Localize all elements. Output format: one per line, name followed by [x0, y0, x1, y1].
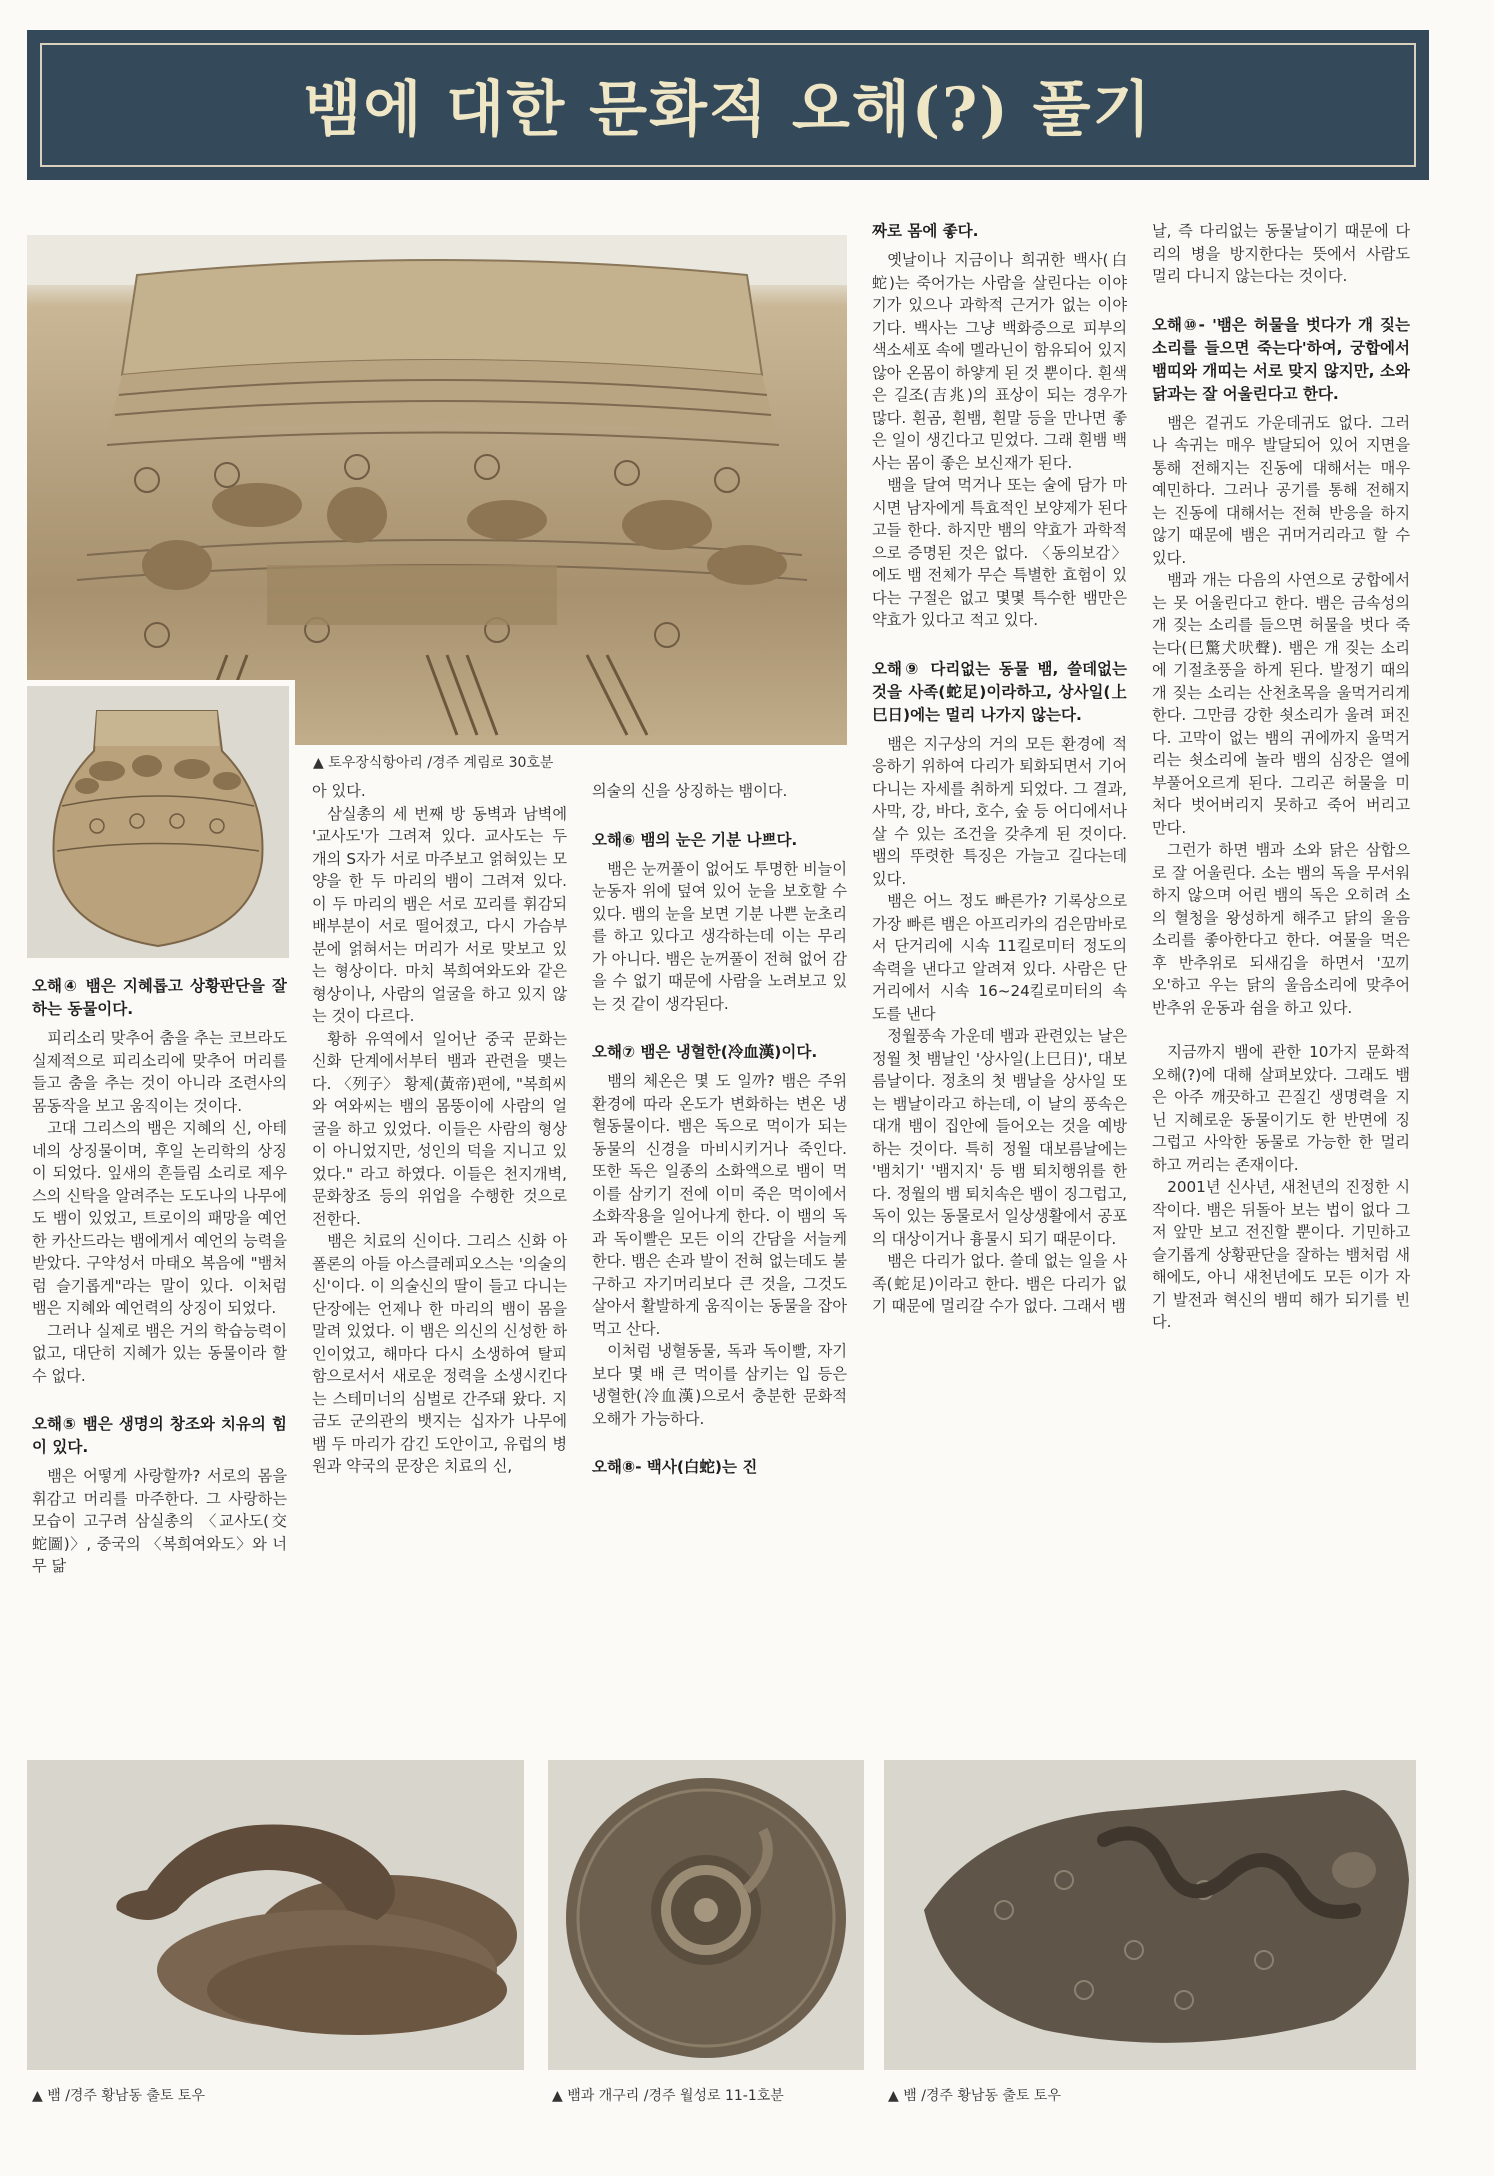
bottom-photo-snake-frog: [548, 1760, 864, 2070]
section-heading-4: 오해④ 뱀은 지혜롭고 상황판단을 잘하는 동물이다.: [32, 977, 287, 1018]
text-column-1: [32, 975, 287, 1725]
bottom-caption-1: ▲ 뱀 /경주 황남동 출토 토우: [32, 2088, 205, 2104]
section-heading-7: 오해⑦ 뱀은 냉혈한(冷血漢)이다.: [592, 1043, 818, 1061]
paragraph: 뱀은 겉귀도 가운데귀도 없다. 그러나 속귀는 매우 발달되어 있어 지면을 통해 전해지는 진동에 대해서는 매우 예민하다. 그러나 공기를 통해 전해지는 진동에 대해서는 전혀 반응을 하지 않기 때문에 뱀은 귀머거리라고 할 수 있다.: [1152, 413, 1410, 567]
main-photo-caption: ▲ 토우장식항아리 /경주 계림로 30호분: [313, 755, 554, 771]
paragraph: 정월풍속 가운데 뱀과 관련있는 날은 정월 첫 뱀날인 '상사일(上巳日)', 대보름날이다. 정초의 첫 뱀날을 상사일 또는 뱀날이라고 하는데, 이 날의 풍속은 대개 뱀이 집안에 들어오는 것을 예방하는 것이다. 특히 정월 대보름날에는 '뱀치기' '뱀지지' 등 뱀 퇴치행위를 한다. 정월의 뱀 퇴치속은 뱀이 징그럽고, 독이 있는 동물로서 일상생활에서 공포의 대상이거나 흉물시 되기 때문이다.: [872, 1027, 1127, 1248]
section-heading-8-cont: 짜로 몸에 좋다.: [872, 222, 979, 240]
paragraph: 뱀을 달여 먹거나 또는 술에 담가 마시면 남자에게 특효적인 보양제가 된다고들 한다. 하지만 뱀의 약효가 과학적으로 증명된 것은 없다. 〈동의보감〉에도 뱀 전체가 무슨 특별한 효험이 있다는 구절은 없고 몇몇 특수한 뱀만은 약효가 있다고 적고 있다.: [872, 476, 1127, 629]
paragraph: 피리소리 맞추어 춤을 추는 코브라도 실제적으로 피리소리에 맞추어 머리를 들고 춤을 추는 것이 아니라 조련사의 몸동작을 보고 움직이는 것이다.: [32, 1029, 287, 1115]
paragraph: 그러나 실제로 뱀은 거의 학습능력이 없고, 대단히 지혜가 있는 동물이라 할 수 없다.: [32, 1321, 287, 1385]
paragraph: 뱀은 눈꺼풀이 없어도 투명한 비늘이 눈동자 위에 덮여 있어 눈을 보호할 수 있다. 뱀의 눈을 보면 기분 나쁜 눈초리를 하고 있다고 생각하는데 이는 무리가 아니다. 뱀은 눈꺼풀이 전혀 없어 감을 수 없기 때문에 사람을 노려보고 있는 것 같이 생각된다.: [592, 859, 847, 1013]
paragraph: 뱀은 치료의 신이다. 그리스 신화 아폴론의 아들 아스클레피오스는 '의술의 신'이다. 이 의술신의 딸이 들고 다니는 단장에는 언제나 한 마리의 뱀이 몸을 말려 있었다. 이 뱀은 의신의 신성한 하인이었고, 해마다 다시 소생하여 탈피함으로서서 새로운 정력을 소생시킨다는 스테미너의 심벌로 간주돼 왔다. 지금도 군의관의 뱃지는 십자가 나무에 뱀 두 마리가 감긴 도안이고, 유럽의 병원과 약국의 문장은 치료의 신,: [312, 1232, 567, 1475]
section-heading-10: 오해⑩- '뱀은 허물을 벗다가 개 짖는 소리를 들으면 죽는다'하여, 궁합에서 뱀띠와 개띠는 서로 맞지 않지만, 소와 닭과는 잘 어울린다고 한다.: [1152, 315, 1410, 403]
jar-closeup-image: [27, 235, 847, 745]
paragraph: 의술의 신을 상징하는 뱀이다.: [592, 782, 788, 800]
snake-frog-image: [548, 1760, 864, 2070]
jar-full-image: [27, 686, 289, 958]
bottom-caption-3: ▲ 뱀 /경주 황남동 출토 토우: [888, 2088, 1061, 2104]
paragraph: 삼실총의 세 번째 방 동벽과 남벽에 '교사도'가 그려져 있다. 교사도는 두 개의 S자가 서로 마주보고 얽혀있는 모양을 한 두 마리의 뱀이 그려져 있다. 이 두 마리의 뱀은 서로 꼬리를 휘감되 배부분이 서로 떨어졌고, 다시 가슴부분에 얽혀서는 머리가 서로 맞보고 있는 형상이다. 마치 복희여와도와 같은 형상이나, 사람의 얼굴을 하고 있지 않는 것이 다르다.: [312, 804, 567, 1025]
paragraph: 지금까지 뱀에 관한 10가지 문화적 오해(?)에 대해 살펴보았다. 그래도 뱀은 아주 깨끗하고 끈질긴 생명력을 지닌 지혜로운 동물이기도 한 반면에 징그럽고 사악한 동물로 가능한 한 멀리하고 꺼리는 존재이다.: [1152, 1043, 1410, 1174]
paragraph: 뱀은 어떻게 사랑할까? 서로의 몸을 휘감고 머리를 마주한다. 그 사랑하는 모습이 고구려 삼실총의 〈교사도(交蛇圖)〉, 중국의 〈복희여와도〉와 너무 닮: [32, 1467, 287, 1575]
clay-snake-image: [27, 1760, 524, 2070]
paragraph: 황하 유역에서 일어난 중국 문화는 신화 단계에서부터 뱀과 관련을 맺는다. 〈列子〉 황제(黃帝)편에, "복희씨와 여와씨는 뱀의 몸뚱이에 사람의 얼굴을 하고 있었다. 이들은 사람의 형상이 아니었지만, 성인의 덕을 지니고 있었다." 라고 하였다. 이들은 천지개벽, 문화창조 등의 위업을 수행한 것으로 전한다.: [312, 1029, 567, 1228]
text-column-2: [312, 780, 567, 1725]
paragraph: 이처럼 냉혈동물, 독과 독이빨, 자기보다 몇 배 큰 먹이를 삼키는 입 등은 냉혈한(冷血漢)으로서 충분한 문화적 오해가 가능하다.: [592, 1342, 847, 1428]
bottom-caption-2: ▲ 뱀과 개구리 /경주 월성로 11-1호분: [552, 2088, 784, 2104]
paragraph: 날, 즉 다리없는 동물날이기 때문에 다리의 병을 방지한다는 뜻에서 사람도 멀리 다니지 않는다는 것이다.: [1152, 222, 1410, 285]
text-column-3: [592, 780, 847, 1725]
paragraph: 아 있다.: [312, 782, 366, 800]
paragraph: 옛날이나 지금이나 희귀한 백사(白蛇)는 죽어가는 사람을 살린다는 이야기가 있으나 과학적 근거가 없는 이야기다. 백사는 그냥 백화증으로 피부의 색소세포 속에 멜라닌이 함유되어 있지 않아 온몸이 하얗게 된 것 뿐이다. 흰색은 길조(吉兆)의 표상이 되는 경우가 많다. 흰곰, 흰뱀, 흰말 등을 만나면 좋은 일이 생긴다고 믿었다. 그래 흰뱀 백사는 몸이 좋은 보신재가 된다.: [872, 251, 1127, 472]
main-jar-photo: [27, 235, 847, 745]
paragraph: 그런가 하면 뱀과 소와 닭은 삼합으로 잘 어울린다. 소는 뱀의 독을 무서워하지 않으며 어린 뱀의 독은 오히려 소의 혈청을 왕성하게 해주고 닭의 울음소리를 좋아한다고 한다. 여물을 먹은 후 반추위로 되새김을 하면서 '꼬끼오'하고 우는 닭의 울음소리에 맞추어 반추위 운동과 쉼을 하고 있다.: [1152, 841, 1410, 1017]
section-heading-9: 오해⑨ 다리없는 동물 뱀, 쓸데없는 것을 사족(蛇足)이라하고, 상사일(上巳日)에는 멀리 나가지 않는다.: [872, 659, 1127, 724]
bottom-photo-snake-relief: [884, 1760, 1416, 2070]
text-column-5: [1152, 220, 1410, 1725]
section-heading-6: 오해⑥ 뱀의 눈은 기분 나쁘다.: [592, 830, 798, 849]
small-jar-photo: [27, 680, 295, 958]
paragraph: 뱀과 개는 다음의 사연으로 궁합에서는 못 어울린다고 한다. 뱀은 금속성의 개 짖는 소리를 들으면 허물을 벗다 죽는다(巳驚犬吠聲). 뱀은 개 짖는 소리에 기절초풍을 하게 된다. 발정기 때의 개 짖는 소리는 산천초목을 울먹거리게 한다. 그만큼 강한 쇳소리가 울려 퍼진다. 고막이 없는 뱀의 귀에까지 울먹거리는 쇳소리에 놀라 뱀의 심장은 열에 부풀어오르게 된다. 그리곤 허물을 미처다 벗어버리지 못하고 죽어 버리고 만다.: [1152, 571, 1410, 837]
paragraph: 뱀은 지구상의 거의 모든 환경에 적응하기 위하여 다리가 퇴화되면서 기어 다니는 자세를 취하게 되었다. 그 결과, 사막, 강, 바다, 호수, 숲 등 어디에서나 살 수 있는 조건을 갖추게 된 것이다. 뱀의 뚜렷한 특징은 가늘고 길다는데 있다.: [872, 734, 1127, 888]
text-column-4: [872, 220, 1127, 1725]
paragraph: 뱀은 다리가 없다. 쓸데 없는 일을 사족(蛇足)이라고 한다. 뱀은 다리가 없기 때문에 멀리갈 수가 없다. 그래서 뱀: [872, 1252, 1127, 1315]
page-title: 뱀에 대한 문화적 오해(?) 풀기: [303, 75, 1153, 145]
bottom-photo-snake: [27, 1760, 524, 2070]
paragraph: 2001년 신사년, 새천년의 진정한 시작이다. 뱀은 뒤돌아 보는 법이 없다 그저 앞만 보고 전진할 뿐이다. 기민하고 슬기롭게 상황판단을 잘하는 뱀처럼 새해에도, 아니 새천년에도 모든 이가 자기 발전과 혁신의 뱀띠 해가 되기를 빈다.: [1152, 1178, 1410, 1331]
title-frame: [40, 43, 1416, 167]
paragraph: 고대 그리스의 뱀은 지혜의 신, 아테네의 상징물이며, 후일 논리학의 상징이 되었다. 잎새의 흔들림 소리로 제우스의 신탁을 알려주는 도도나의 나무에도 뱀이 있었고, 트로이의 패망을 예언한 카산드라는 뱀에게서 예언의 능력을 받았다. 구약성서 마태오 복음에 "뱀처럼 슬기롭게"라는 말이 있다. 이처럼 뱀은 지혜와 예언력의 상징이 되었다.: [32, 1119, 287, 1317]
section-heading-5: 오해⑤ 뱀은 생명의 창조와 치유의 힘이 있다.: [32, 1415, 287, 1456]
title-banner: [27, 30, 1429, 180]
paragraph: 뱀의 체온은 몇 도 일까? 뱀은 주위 환경에 따라 온도가 변화하는 변온 냉혈동물이다. 뱀은 독으로 먹이가 되는 동물의 신경을 마비시키거나 죽인다. 또한 독은 일종의 소화액으로 뱀이 먹이를 삼키기 전에 이미 죽은 먹이에서 소화작용을 일어나게 한다. 이 뱀의 독과 독이빨은 모든 이의 간담을 서늘케한다. 뱀은 손과 발이 전혀 없는데도 불구하고 자기머리보다 큰 것을, 그것도 살아서 활발하게 움직이는 동물을 잡아먹고 산다.: [592, 1072, 847, 1338]
snake-relief-image: [884, 1760, 1416, 2070]
section-heading-8: 오해⑧- 백사(白蛇)는 진: [592, 1458, 758, 1476]
paragraph: 뱀은 어느 정도 빠른가? 기록상으로 가장 빠른 뱀은 아프리카의 검은맘바로서 단거리에 시속 11킬로미터 정도의 속력을 낸다고 알려져 있다. 사람은 단거리에서 시속 16~24킬로미터의 속도를 낸다: [872, 892, 1127, 1023]
